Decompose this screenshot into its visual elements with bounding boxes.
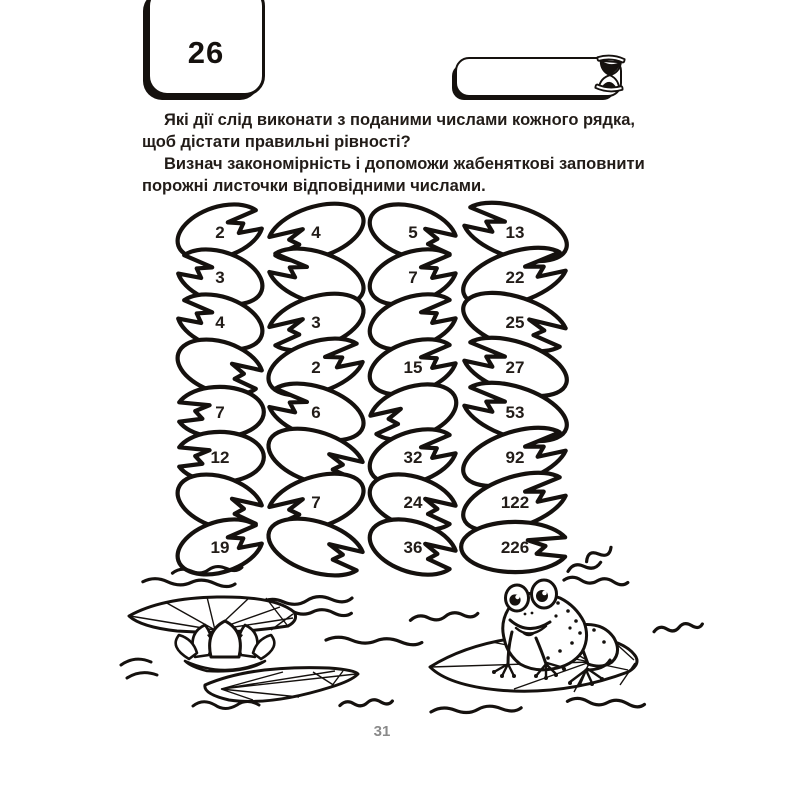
- pad-number: 15: [403, 358, 423, 377]
- instructions-text: [142, 109, 672, 197]
- pad-number: 7: [408, 268, 418, 287]
- lily-pad-cell: [172, 518, 268, 576]
- pad-number: 6: [311, 403, 321, 422]
- pad-number: 122: [500, 493, 530, 512]
- pad-number: 7: [215, 403, 225, 422]
- frog-on-lily-pad-icon: [424, 570, 644, 712]
- water-wave-icon: [651, 616, 704, 636]
- pad-number: 13: [505, 223, 525, 242]
- pad-number: 24: [403, 493, 423, 512]
- pad-number: [262, 518, 370, 576]
- pad-number: 25: [505, 313, 525, 332]
- water-lily-icon: [103, 585, 363, 725]
- pad-number: 5: [408, 223, 418, 242]
- pad-number: 4: [215, 313, 225, 332]
- instruction-line: щоб дістати правильні рівності?: [142, 133, 411, 151]
- pad-number: 92: [505, 448, 525, 467]
- lily-pad-cell[interactable]: [262, 518, 370, 576]
- pad-number: 7: [311, 493, 321, 512]
- instruction-line: порожні листочки відповідними числами.: [142, 177, 486, 195]
- pad-number: 53: [505, 403, 525, 422]
- pad-number: 3: [215, 268, 225, 287]
- instruction-line: Визнач закономірність і допоможи жабеняткові заповнити: [164, 155, 645, 173]
- task-number: 26: [187, 35, 225, 70]
- hourglass-icon: [591, 46, 629, 101]
- pad-number: 32: [403, 448, 423, 467]
- instruction-line: Які дії слід виконати з поданими числами кожного рядка,: [164, 111, 635, 129]
- pad-number: 2: [311, 358, 321, 377]
- pad-number: 3: [311, 313, 321, 332]
- pad-number: 22: [505, 268, 525, 287]
- lily-pad-cell: [364, 518, 462, 576]
- pad-number: 2: [215, 223, 225, 242]
- pad-number: 12: [210, 448, 230, 467]
- pad-number: 4: [311, 223, 321, 242]
- pad-number: 19: [210, 538, 230, 557]
- task-number-badge: [147, 0, 265, 96]
- pad-number: 27: [505, 358, 525, 377]
- pad-number: 36: [403, 538, 423, 557]
- lily-pad-cell: [456, 518, 574, 576]
- page-number: 31: [373, 723, 391, 740]
- pad-number: 226: [500, 538, 530, 557]
